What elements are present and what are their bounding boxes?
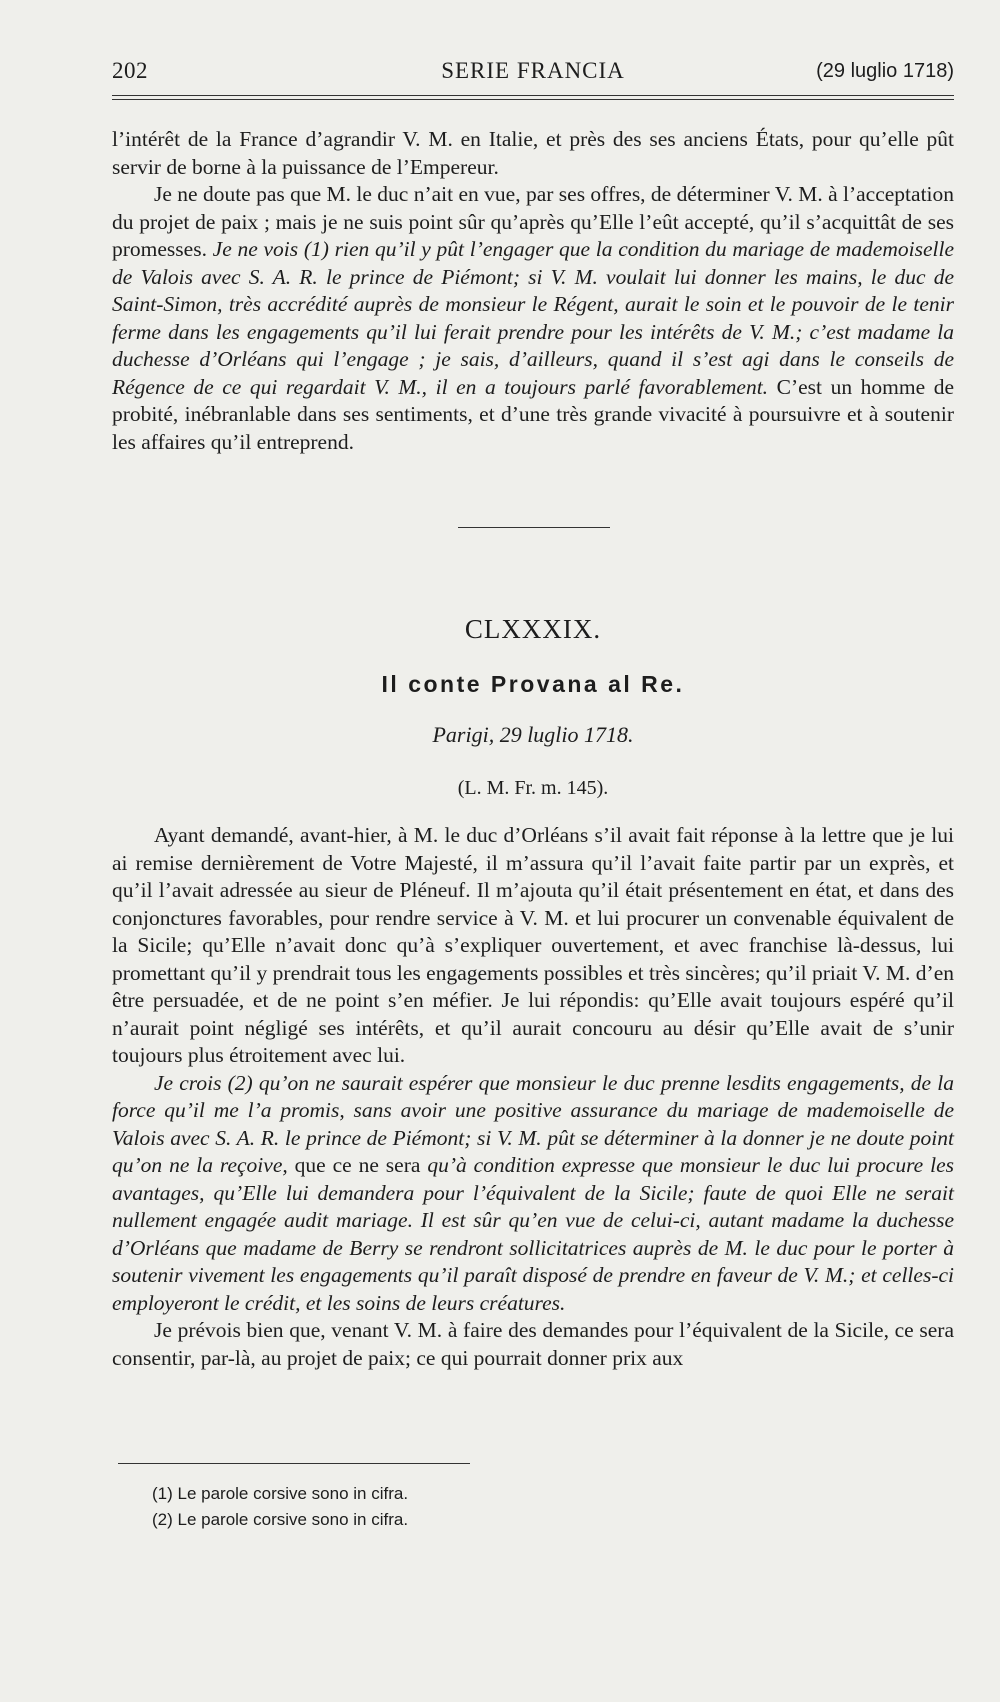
letter-number: CLXXXIX.: [464, 614, 602, 644]
continuation-text-plain: Je ne doute pas que M. le duc n’ait en vue, par ses offres, de déterminer V. M. à l’acceptation du projet de paix ; mais je ne suis point sûr qu’après qu’Elle l’eût accepté, qu’il s’acquittât de ses promesses.: [112, 182, 955, 261]
archive-reference: (L. M. Fr. m. 145).: [457, 777, 609, 799]
continuation-text-closing: C’est un homme de probité, inébranlable dans ses sentiments, et d’une très grande vivacité à poursuivre et à soutenir les affaires qu’il entreprend.: [112, 374, 954, 454]
page-number: 202: [112, 58, 148, 83]
continuation-paragraph-1: l’intérêt de la France d’agrandir V. M. en Italie, et près des ses anciens États, pour qu’elle pût servir de borne à la puissance de l’Empereur.: [112, 127, 954, 179]
letter-paragraph-3: Je prévois bien que, venant V. M. à faire des demandes pour l’équivalent de la Sicile, ce sera consentir, par-là, au projet de paix; ce qui pourrait donner prix aux: [112, 1318, 954, 1370]
letter-paragraph-1: Ayant demandé, avant-hier, à M. le duc d’Orléans s’il avait fait réponse à la lettre que je lui ai remise dernièrement de Votre Majesté, il m’assura qu’il l’avait faite partir par un exprès, et qu’il l’avait adressée au sieur de Pléneuf. Il m’ajouta qu’il était présentement en état, et dans des conjonctures favorables, pour rendre service à V. M. et lui procurer un convenable équivalent de la Sicile; qu’Elle n’avait donc qu’à s’expliquer ouvertement, et avec franchise là-dessus, lui promettant qu’il y prendrait tous les engagements possibles et très sincères; qu’il priait V. M. d’en être persuadée, et de ne point s’en méfier. Je lui répondis: qu’Elle avait toujours espéré qu’il n’aurait point négligé ses intérêts, et qu’il aurait concouru au désir qu’Elle avait de s’unir toujours plus étroitement avec lui.: [112, 823, 954, 1067]
letter-paragraph-2: [112, 1070, 954, 1318]
footnote-rule: [118, 1463, 470, 1464]
letter-title: Il conte Provana al Re.: [381, 671, 685, 697]
cipher-passage-1: Je ne vois (1) rien qu’il y pût l’engager que la condition du mariage de mademoiselle de Valois avec S. A. R. le prince de Piémont; si V. M. voulait lui donner les mains, le duc de Saint-Simon, très accrédité auprès de monsieur le Régent, aurait le soin et le pouvoir de le tenir ferme dans les engagements qu’il lui ferait prendre pour les intérêts de V. M.; c’est madame la duchesse d’Orléans qui l’engage ; je sais, d’ailleurs, quand il s’est agi dans le conseils de Régence de ce qui regardait V. M., il en a toujours parlé favorablement.: [112, 237, 954, 399]
running-header: [112, 58, 954, 94]
cipher-passage-2b: qu’à condition expresse que monsieur le duc lui procure les avantages, qu’Elle lui demandera pour l’équivalent de la Sicile; faute de quoi Elle ne serait nullement engagée audit mariage. Il est sûr qu’en vue de celui-ci, autant madame la duchesse d’Orléans que madame de Berry se rendront sollicitatrices auprès de M. le duc pour le porter à soutenir vivement les engagements qu’il paraît disposé de prendre en faveur de V. M.; et celles-ci employeront le crédit, et les soins de leurs créatures.: [112, 1153, 954, 1315]
letter-place-date: Parigi, 29 luglio 1718.: [432, 722, 634, 747]
header-rule: [112, 95, 954, 96]
header-date: (29 luglio 1718): [816, 60, 954, 82]
running-title: SERIE FRANCIA: [441, 58, 625, 83]
continuation-text: [112, 126, 954, 456]
letter-body: [112, 822, 954, 1372]
cipher-passage-2a: Je crois (2) qu’on ne saurait espérer que monsieur le duc prenne lesdits engagements, de la force qu’il me l’a promis, sans avoir une positive assurance du mariage de mademoiselle de Valois avec S. A. R. le prince de Piémont; si V. M. pût se déterminer à la donner je ne doute point qu’on ne la reçoive,: [112, 1070, 954, 1177]
document-page: [112, 0, 954, 1702]
footnote-1: (1) Le parole corsive sono in cifra.: [152, 1484, 409, 1503]
section-separator: [458, 527, 610, 528]
continuation-paragraph-2: [112, 181, 954, 456]
header-rule-thin: [112, 99, 954, 100]
footnote-2: (2) Le parole corsive sono in cifra.: [152, 1510, 409, 1529]
letter-text-plain: que ce ne sera: [287, 1153, 428, 1177]
